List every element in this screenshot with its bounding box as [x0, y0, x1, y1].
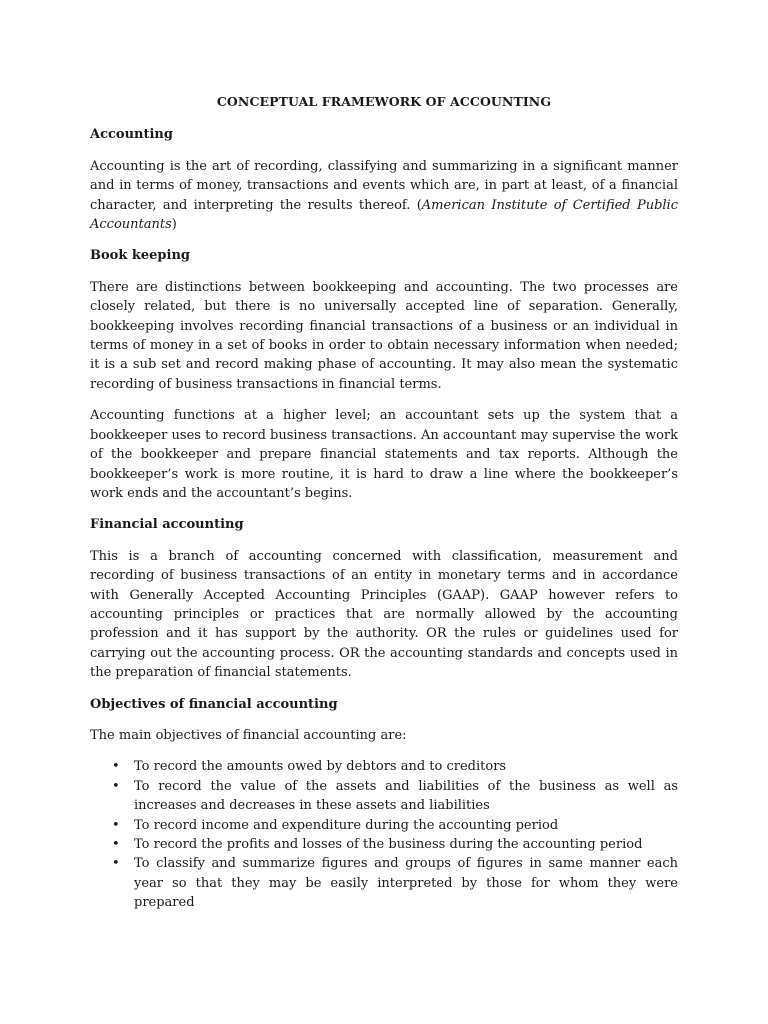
list-item: [90, 835, 678, 854]
accounting-definition-close: ): [171, 217, 177, 233]
heading-accounting: Accounting: [90, 127, 173, 143]
paragraph-bookkeeping-1: There are distinctions between bookkeeping and accounting. The two processes are closely related, but there is no universally accepted line of separation. Generally, bookkeeping involves recording financial transactions of a business or an individual in terms of money in a set of books in order to obtain necessary information when needed; it is a sub set and record making phase of accounting. It may also mean the systematic recording of business transactions in financial terms.: [90, 279, 678, 392]
list-item-text: To record the amounts owed by debtors and to creditors: [134, 759, 507, 775]
accounting-definition-text: Accounting is the art of recording, classifying and summarizing in a significant manner and in terms of money, transactions and events which are, in part at least, of a financial character, and interpreting the results thereof. (: [90, 158, 678, 213]
list-item-text: To record income and expenditure during the accounting period: [134, 817, 559, 833]
bullet-icon: •: [112, 817, 120, 833]
list-item-text: To classify and summarize figures and groups of figures in same manner each year so that they may be easily interpreted by those for whom they were prepared: [134, 856, 678, 911]
document-title: CONCEPTUAL FRAMEWORK OF ACCOUNTING: [216, 94, 552, 109]
accounting-definition-source: American Institute of Certified Public Accountants: [90, 197, 678, 233]
paragraph-bookkeeping-2: Accounting functions at a higher level; an accountant sets up the system that a bookkeeper uses to record business transactions. An accountant may supervise the work of the bookkeeper and prepare financial statements and tax reports. Although the bookkeeper’s work is more routine, it is hard to draw a line where the bookkeeper’s work ends and the accountant’s begins.: [90, 408, 678, 501]
heading-objectives: Objectives of financial accounting: [90, 696, 338, 712]
list-item: [90, 777, 678, 816]
list-item-text: To record the value of the assets and liabilities of the business as well as increases and decreases in these assets and liabilities: [134, 778, 678, 814]
paragraph-accounting-definition: [90, 157, 678, 235]
objectives-intro: The main objectives of financial accounting are:: [90, 727, 407, 743]
heading-book-keeping: Book keeping: [90, 248, 190, 264]
bullet-icon: •: [112, 778, 120, 794]
bullet-icon: •: [112, 856, 120, 872]
list-item-text: To record the profits and losses of the business during the accounting period: [134, 837, 643, 852]
list-item: [90, 854, 678, 912]
list-item: [90, 757, 678, 776]
list-item: [90, 816, 678, 835]
objectives-list: [90, 757, 678, 912]
bullet-icon: •: [112, 759, 120, 775]
heading-financial-accounting: Financial accounting: [90, 517, 244, 533]
bullet-icon: •: [112, 837, 120, 852]
paragraph-financial-accounting: This is a branch of accounting concerned with classification, measurement and recording of business transactions of an entity in monetary terms and in accordance with Generally Accepted Accounting Principles (GAAP). GAAP however refers to accounting principles or practices that are normally allowed by the accounting profession and it has support by the authority. OR the rules or guidelines used for carrying out the accounting process. OR the accounting standards and concepts used in the preparation of financial statements.: [90, 548, 678, 681]
